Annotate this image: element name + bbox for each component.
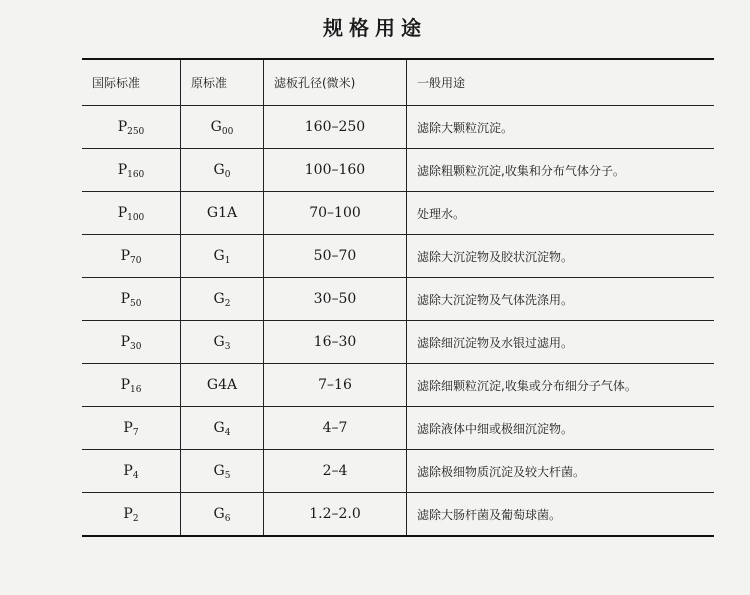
cell-pore-size: 16–30: [264, 321, 407, 364]
orig-code: G: [213, 248, 225, 264]
cell-general-use: 滤除极细物质沉淀及较大杆菌。: [407, 450, 715, 493]
cell-intl-standard: [82, 493, 181, 537]
orig-code-subscript: 6: [224, 514, 231, 524]
cell-pore-size: 50–70: [264, 235, 407, 278]
orig-code-subscript: 0: [224, 170, 231, 180]
cell-pore-size: 30–50: [264, 278, 407, 321]
cell-intl-standard: [82, 192, 181, 235]
cell-intl-standard: [82, 149, 181, 192]
intl-code-subscript: 70: [129, 256, 142, 266]
orig-code-subscript: 00: [221, 127, 234, 137]
intl-code: P: [123, 506, 133, 522]
table-row: [82, 407, 714, 450]
cell-general-use: 滤除液体中细或极细沉淀物。: [407, 407, 715, 450]
cell-orig-standard: [181, 278, 264, 321]
intl-code: P: [120, 334, 130, 350]
cell-pore-size: 1.2–2.0: [264, 493, 407, 537]
table-row: [82, 364, 714, 407]
header-general-use: 一般用途: [407, 59, 715, 106]
orig-code-subscript: 1: [224, 256, 231, 266]
cell-general-use: 处理水。: [407, 192, 715, 235]
cell-intl-standard: [82, 235, 181, 278]
cell-orig-standard: [181, 321, 264, 364]
intl-code-subscript: 250: [127, 127, 145, 137]
cell-intl-standard: [82, 321, 181, 364]
intl-code-subscript: 30: [129, 342, 142, 352]
intl-code-subscript: 16: [129, 385, 142, 395]
header-orig-standard: 原标准: [181, 59, 264, 106]
cell-general-use: 滤除大肠杆菌及葡萄球菌。: [407, 493, 715, 537]
intl-code-subscript: 4: [132, 471, 139, 481]
page-title: 规格用途: [323, 16, 427, 40]
cell-pore-size: 4–7: [264, 407, 407, 450]
cell-orig-standard: [181, 450, 264, 493]
table-row: [82, 278, 714, 321]
cell-orig-standard: [181, 235, 264, 278]
intl-code: P: [117, 119, 128, 135]
table-row: [82, 149, 714, 192]
cell-orig-standard: [181, 364, 264, 407]
orig-code: G: [213, 420, 225, 436]
cell-orig-standard: [181, 493, 264, 537]
header-intl-standard: 国际标准: [82, 59, 181, 106]
cell-intl-standard: [82, 364, 181, 407]
intl-code: P: [117, 162, 128, 178]
cell-orig-standard: [181, 149, 264, 192]
spec-table: [82, 58, 714, 537]
intl-code: P: [123, 420, 133, 436]
orig-code: G4A: [206, 377, 238, 393]
intl-code: P: [123, 463, 133, 479]
intl-code-subscript: 7: [132, 428, 139, 438]
table-row: [82, 450, 714, 493]
table-row: [82, 106, 714, 149]
orig-code: G: [213, 291, 225, 307]
cell-intl-standard: [82, 278, 181, 321]
orig-code: G: [213, 162, 225, 178]
orig-code-subscript: 2: [224, 299, 231, 309]
cell-general-use: 滤除粗颗粒沉淀,收集和分布气体分子。: [407, 149, 715, 192]
header-pore-size: 滤板孔径(微米): [264, 59, 407, 106]
cell-pore-size: 70–100: [264, 192, 407, 235]
intl-code: P: [120, 377, 130, 393]
orig-code: G: [213, 334, 225, 350]
cell-pore-size: 2–4: [264, 450, 407, 493]
table-row: [82, 493, 714, 537]
cell-general-use: 滤除大沉淀物及胶状沉淀物。: [407, 235, 715, 278]
intl-code: P: [120, 291, 130, 307]
intl-code-subscript: 2: [132, 514, 139, 524]
intl-code: P: [120, 248, 130, 264]
orig-code-subscript: 5: [224, 471, 231, 481]
intl-code-subscript: 50: [129, 299, 142, 309]
cell-orig-standard: [181, 407, 264, 450]
cell-intl-standard: [82, 450, 181, 493]
table-row: [82, 321, 714, 364]
orig-code: G1A: [206, 205, 238, 221]
cell-intl-standard: [82, 407, 181, 450]
intl-code: P: [117, 205, 128, 221]
table-header-row: [82, 59, 714, 106]
cell-orig-standard: [181, 192, 264, 235]
cell-orig-standard: [181, 106, 264, 149]
cell-pore-size: 160–250: [264, 106, 407, 149]
intl-code-subscript: 100: [127, 213, 145, 223]
orig-code-subscript: 3: [224, 342, 231, 352]
cell-general-use: 滤除细颗粒沉淀,收集或分布细分子气体。: [407, 364, 715, 407]
cell-pore-size: 100–160: [264, 149, 407, 192]
orig-code: G: [210, 119, 222, 135]
orig-code: G: [213, 506, 225, 522]
intl-code-subscript: 160: [127, 170, 145, 180]
cell-general-use: 滤除大沉淀物及气体洗涤用。: [407, 278, 715, 321]
cell-general-use: 滤除细沉淀物及水银过滤用。: [407, 321, 715, 364]
orig-code-subscript: 4: [224, 428, 231, 438]
table-row: [82, 192, 714, 235]
cell-general-use: 滤除大颗粒沉淀。: [407, 106, 715, 149]
orig-code: G: [213, 463, 225, 479]
cell-pore-size: 7–16: [264, 364, 407, 407]
cell-intl-standard: [82, 106, 181, 149]
table-row: [82, 235, 714, 278]
